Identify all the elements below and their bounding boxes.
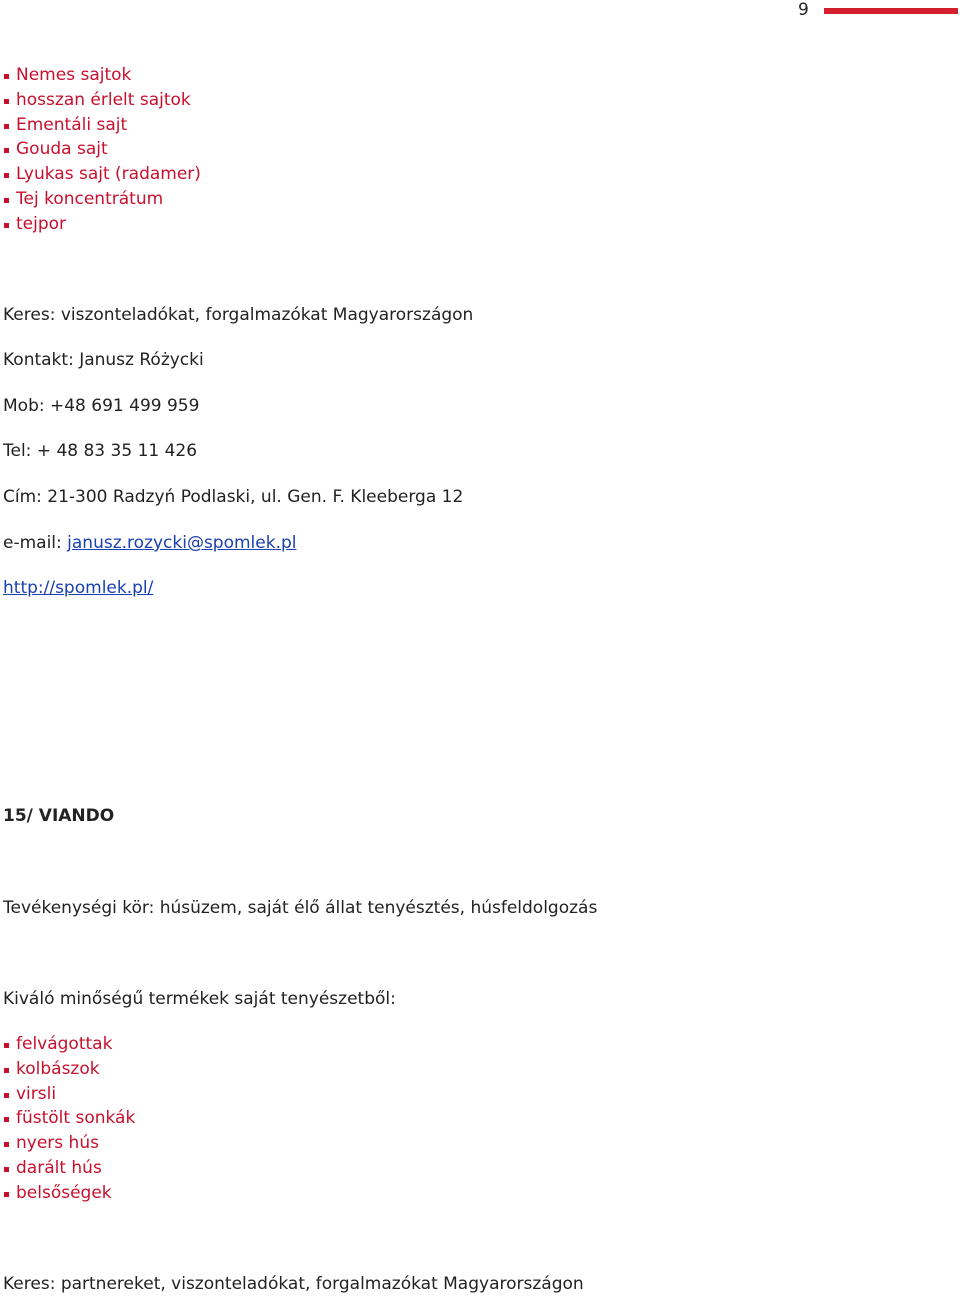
list-item: Nemes sajtok: [0, 63, 201, 88]
list-item: Ementáli sajt: [0, 113, 201, 138]
list-item: hosszan érlelt sajtok: [0, 88, 201, 113]
list-item: tejpor: [0, 212, 201, 237]
list-item: Gouda sajt: [0, 137, 201, 162]
list-item: nyers hús: [0, 1131, 135, 1156]
bullet-icon: [4, 1068, 9, 1073]
bullet-icon: [4, 1167, 9, 1172]
website-link[interactable]: http://spomlek.pl/: [3, 578, 154, 598]
bullet-icon: [4, 99, 9, 104]
list-item: füstölt sonkák: [0, 1106, 135, 1131]
bullet-icon: [4, 1192, 9, 1197]
list-item: Lyukas sajt (radamer): [0, 162, 201, 187]
bullet-icon: [4, 148, 9, 153]
bullet-icon: [4, 1043, 9, 1048]
page-number-bar: [824, 8, 958, 14]
list-item: darált hús: [0, 1156, 135, 1181]
activity-text: Tevékenységi kör: húsüzem, saját élő állat tenyésztés, húsfeldolgozás: [3, 898, 598, 918]
bullet-icon: [4, 1093, 9, 1098]
bullet-icon: [4, 1142, 9, 1147]
search-text: Keres: viszonteladókat, forgalmazókat Magyarországon: [3, 305, 474, 325]
page-number: 9: [798, 0, 809, 20]
email-line: [3, 532, 297, 554]
email-label: e-mail:: [3, 533, 68, 553]
meat-product-list: [0, 1032, 135, 1206]
bullet-icon: [4, 1117, 9, 1122]
mobile-number: Mob: +48 691 499 959: [3, 396, 200, 416]
contact-person: Kontakt: Janusz Różycki: [3, 350, 204, 370]
list-item: virsli: [0, 1082, 135, 1107]
company-heading: 15/ VIANDO: [3, 806, 115, 826]
products-intro: Kiváló minőségű termékek saját tenyészetből:: [3, 989, 396, 1009]
bullet-icon: [4, 74, 9, 79]
list-item: Tej koncentrátum: [0, 187, 201, 212]
cheese-product-list: [0, 63, 201, 237]
bullet-icon: [4, 223, 9, 228]
list-item: felvágottak: [0, 1032, 135, 1057]
list-item: kolbászok: [0, 1057, 135, 1082]
search-text-2: Keres: partnereket, viszonteladókat, forgalmazókat Magyarországon: [3, 1274, 584, 1294]
bullet-icon: [4, 198, 9, 203]
list-item: belsőségek: [0, 1181, 135, 1206]
telephone-number: Tel: + 48 83 35 11 426: [3, 441, 198, 461]
bullet-icon: [4, 173, 9, 178]
website-line: [3, 577, 153, 599]
email-link[interactable]: janusz.rozycki@spomlek.pl: [67, 533, 297, 553]
address: Cím: 21-300 Radzyń Podlaski, ul. Gen. F. Kleeberga 12: [3, 487, 464, 507]
bullet-icon: [4, 124, 9, 129]
